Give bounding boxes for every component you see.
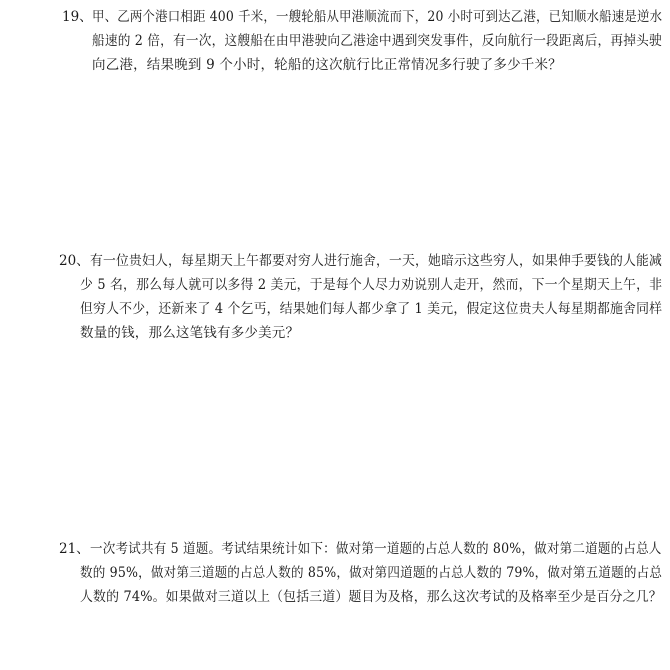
question-number: 20、 [59, 253, 90, 269]
question-text-line: 但穷人不少，还新来了 4 个乞丐，结果她们每人都少拿了 1 美元，假定这位贵夫人每星期都施舍同样 [80, 301, 663, 317]
question-text-line: 一次考试共有 5 道题。考试结果统计如下：做对第一道题的占总人数的 80%，做对第二道题的占总人 [90, 541, 662, 557]
question-number: 19、 [62, 9, 93, 25]
question-text-line: 甲、乙两个港口相距 400 千米，一艘轮船从甲港顺流而下，20 小时可到达乙港，已知顺水船速是逆水 [92, 9, 663, 25]
question-text-line: 船速的 2 倍，有一次，这艘船在由甲港驶向乙港途中遇到突发事件，反向航行一段距离后，再掉头驶 [92, 33, 662, 49]
question-text-line: 向乙港，结果晚到 9 个小时，轮船的这次航行比正常情况多行驶了多少千米？ [92, 57, 562, 73]
question-text-line: 有一位贵妇人，每星期天上午都要对穷人进行施舍，一天，她暗示这些穷人，如果伸手要钱的人能减 [90, 253, 663, 269]
question-text-line: 数量的钱，那么这笔钱有多少美元？ [80, 325, 300, 341]
question-text-line: 数的 95%，做对第三道题的占总人数的 85%，做对第四道题的占总人数的 79%，做对第五道题的占总 [80, 565, 663, 581]
question-text-line: 少 5 名，那么每人就可以多得 2 美元，于是每个人尽力劝说别人走开，然而，下一个星期天上午，非 [80, 277, 663, 293]
question-text-line: 人数的 74%。如果做对三道以上（包括三道）题目为及格，那么这次考试的及格率至少是百分之几？ [80, 589, 662, 605]
question-number: 21、 [59, 541, 90, 557]
